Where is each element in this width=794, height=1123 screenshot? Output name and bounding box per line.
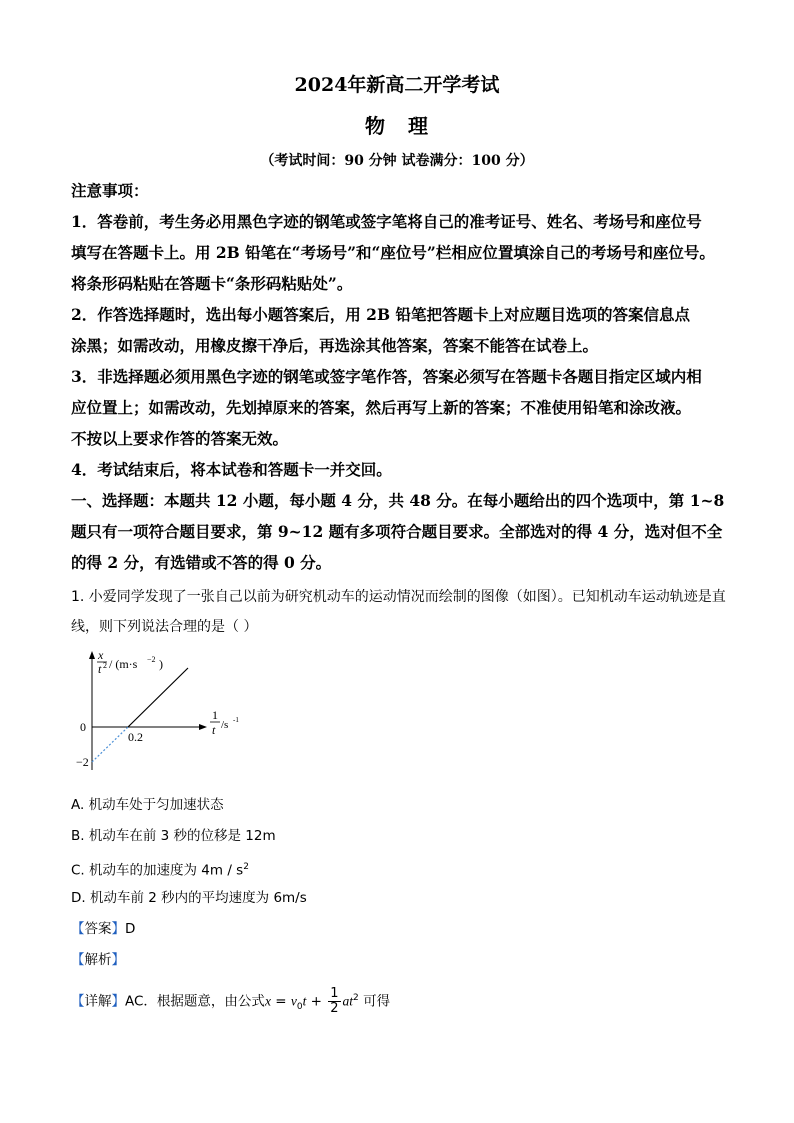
option-b: B. 机动车在前 3 秒的位移是 12m: [71, 828, 276, 844]
notice-line: 将条形码粘贴在答题卡“条形码粘贴处”。: [71, 274, 353, 293]
y-label-unit: / (m·s: [109, 657, 138, 671]
fraction-half: $\frac{1}{2}$: [330, 986, 339, 1016]
notice-line: 填写在答题卡上。用 2B 铅笔在“考场号”和“座位号”栏相应位置填涂自己的考场号和座位号。: [71, 243, 715, 262]
subject-title: 物 理: [365, 114, 429, 138]
exam-title: 2024年新高二开学考试: [294, 74, 500, 96]
intercept-y-label: −2: [76, 755, 89, 769]
notice-line: 4．考试结束后，将本试卷和答题卡一并交回。: [71, 460, 392, 479]
analysis-heading: 【解析】: [71, 952, 125, 968]
question-1-stem: 线，则下列说法合理的是（ ）: [71, 619, 258, 635]
y-label-close: ): [159, 657, 163, 671]
y-label-den: t: [98, 662, 102, 676]
data-line-solid: [128, 668, 188, 727]
y-label-num: x: [98, 648, 104, 662]
notice-line: 3．非选择题必须用黑色字迹的钢笔或签字笔作答，答案必须写在答题卡各题目指定区域内相: [71, 367, 702, 386]
x-label-unit-exp: -1: [233, 716, 239, 724]
motion-graph: [76, 648, 239, 778]
notice-heading: 注意事项：: [71, 181, 149, 200]
y-label-unit-exp: −2: [147, 655, 156, 664]
x-label-unit: /s: [221, 719, 229, 731]
section-intro-line: 的得 2 分，有选错或不答的得 0 分。: [71, 553, 332, 572]
notice-line: 2．作答选择题时，选出每小题答案后，用 2B 铅笔把答题卡上对应题目选项的答案信息点: [71, 305, 690, 324]
answer-line: 【答案】D: [71, 921, 136, 937]
notice-line: 应位置上；如需改动，先划掉原来的答案，然后再写上新的答案；不准使用铅笔和涂改液。: [71, 398, 692, 417]
notice-line: 不按以上要求作答的答案无效。: [71, 429, 289, 448]
y-axis-arrow: [89, 651, 95, 659]
detail-line: 【详解】AC．根据题意，由公式$x = v_0t$ + $\frac{1}{2}$ $at^2$ 可得: [71, 986, 391, 1016]
x-axis-arrow: [199, 724, 207, 730]
exam-info: （考试时间：90 分钟 试卷满分：100 分）: [260, 153, 534, 169]
x-label-den: t: [212, 723, 216, 737]
option-d: D. 机动车前 2 秒内的平均速度为 6m/s: [71, 890, 307, 906]
x-label-num: 1: [212, 708, 218, 722]
origin-label: 0: [80, 720, 86, 734]
notice-line: 涂黑；如需改动，用橡皮擦干净后，再选涂其他答案，答案不能答在试卷上。: [71, 336, 599, 355]
option-c: C. 机动车的加速度为 $4m / s^2$: [71, 862, 249, 879]
section-intro-line: 题只有一项符合题目要求，第 9~12 题有多项符合题目要求。全部选对的得 4 分，选对但不全: [71, 522, 723, 541]
section-intro-line: 一、选择题：本题共 12 小题，每小题 4 分，共 48 分。在每小题给出的四个选项中，第 1~8: [71, 491, 725, 510]
notice-line: 1．答卷前，考生务必用黑色字迹的钢笔或签字笔将自己的准考证号、姓名、考场号和座位号: [71, 212, 702, 231]
intercept-x-label: 0.2: [128, 730, 143, 744]
option-a: A. 机动车处于匀加速状态: [71, 797, 224, 813]
question-1-stem: 1. 小爱同学发现了一张自己以前为研究机动车的运动情况而绘制的图像（如图）。已知机动车运动轨迹是直: [71, 589, 726, 605]
data-line-dashed: [92, 727, 128, 762]
y-label-den-exp: 2: [103, 661, 107, 670]
